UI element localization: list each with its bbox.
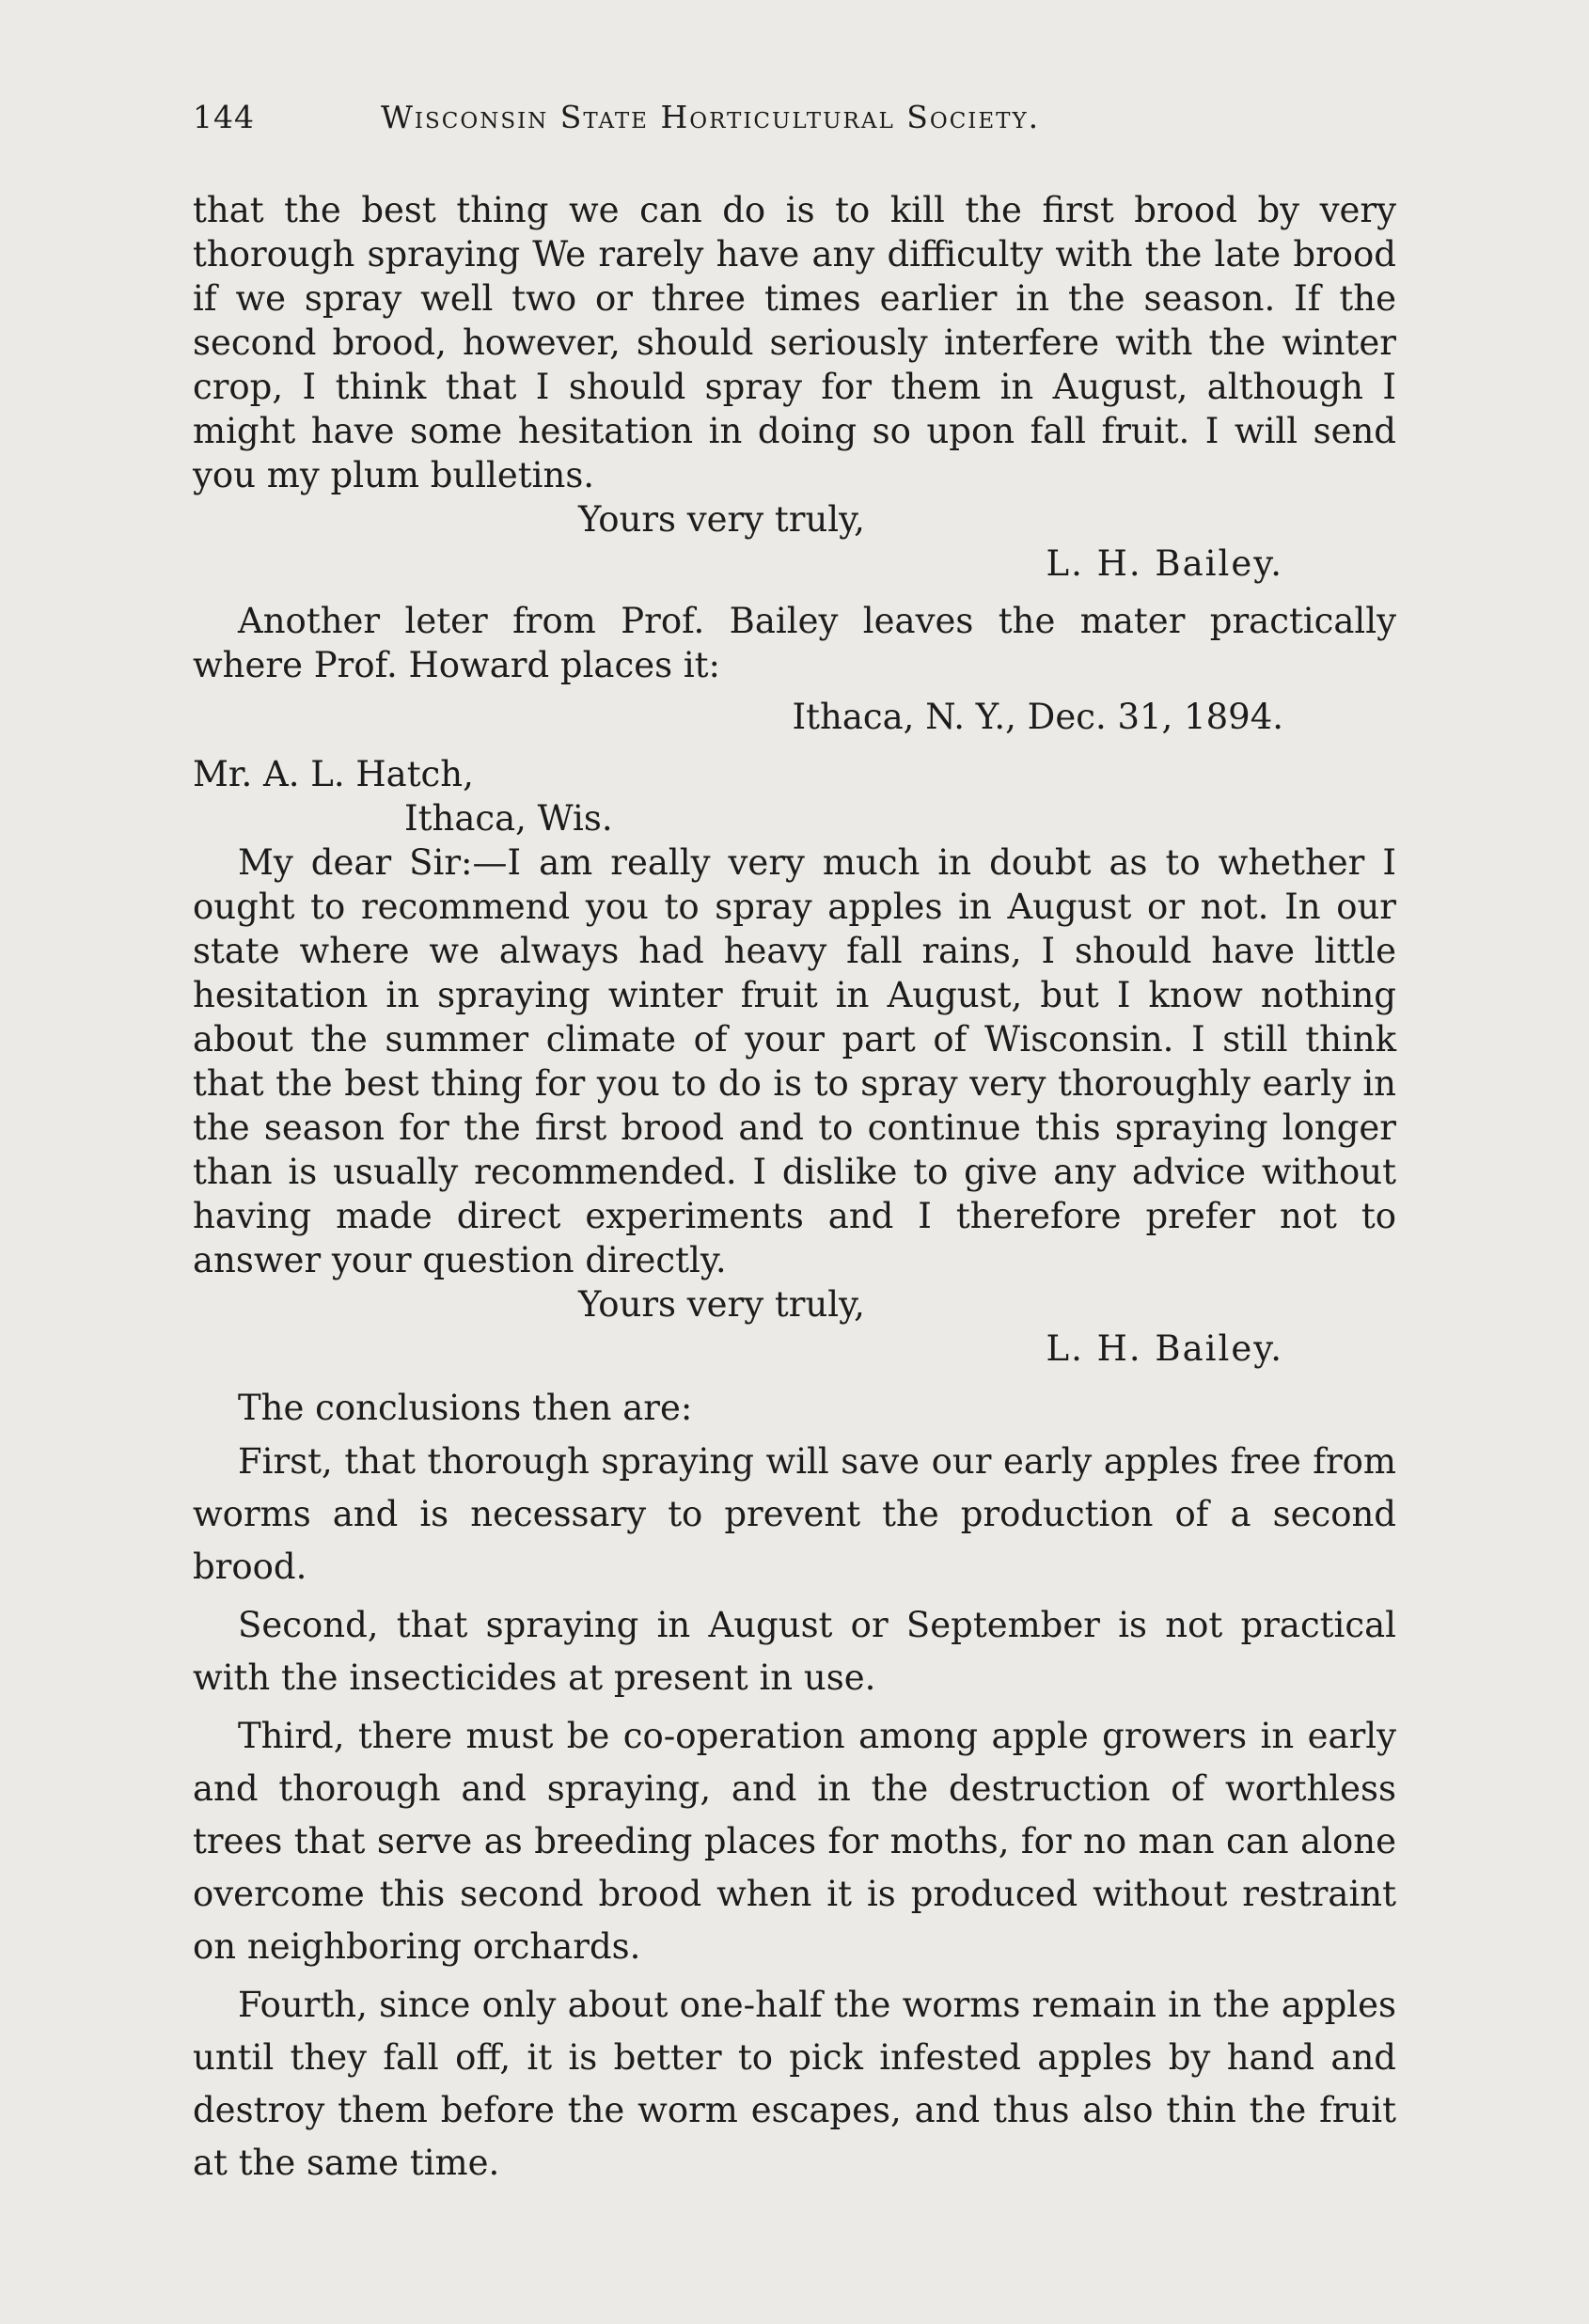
conclusion-item: Third, there must be co-operation among apple growers in early and thorough and spraying, and in the destruction of worthless trees that serve as breeding places for moths, for no man can alone overcome this second brood when it is produced without restraint on neighboring orchards.: [193, 1716, 1396, 1967]
letter-dateline: Ithaca, N. Y., Dec. 31, 1894.: [792, 697, 1283, 737]
page-number: 144: [193, 99, 255, 135]
letter-signature: L. H. Bailey.: [1046, 1328, 1283, 1369]
addressee-place: Ithaca, Wis.: [404, 798, 613, 839]
conclusion-item: Fourth, since only about one-half the worms remain in the apples until they fall off, it is better to pick infested apples by hand and destroy them before the worm escapes, and thus also thin the fruit at the same time.: [193, 1985, 1396, 2183]
letter-closing: Yours very truly,: [578, 499, 865, 540]
page-header: [193, 99, 1396, 135]
conclusion-item: Second, that spraying in August or September is not practical with the insecticides at present in use.: [193, 1605, 1396, 1698]
letter-body: My dear Sir:—I am really very much in doubt as to whether I ought to recommend you to spray apples in August or not. In our state where we always had heavy fall rains, I should have little hesitation in spraying winter fruit in August, but I know nothing about the summer climate of your part of Wisconsin. I still think that the best thing for you to do is to spray very thoroughly early in the season for the first brood and to continue this spraying longer than is usually recommended. I dislike to give any advice without having made direct experiments and I therefore prefer not to answer your question directly.: [193, 842, 1396, 1280]
continued-paragraph: that the best thing we can do is to kill the first brood by very thorough spraying We rarely have any difficulty with the late brood if we spray well two or three times earlier in the season. If the second brood, however, should seriously interfere with the winter crop, I think that I should spray for them in August, although I might have some hesitation in doing so upon fall fruit. I will send you my plum bulletins.: [193, 190, 1396, 495]
conclusions-list: [193, 1436, 1396, 2190]
running-title: Wisconsin State Horticultural Society.: [381, 99, 1041, 135]
letter-closing: Yours very truly,: [578, 1284, 865, 1325]
addressee-name: Mr. A. L. Hatch,: [193, 754, 474, 794]
conclusion-item: First, that thorough spraying will save our early apples free from worms and is necessary to prevent the production of a second brood.: [193, 1441, 1396, 1587]
letter-signature: L. H. Bailey.: [1046, 543, 1283, 584]
text-block: [193, 99, 1396, 2190]
conclusions-intro: The conclusions then are:: [238, 1388, 693, 1428]
intro-paragraph: Another leter from Prof. Bailey leaves the mater practically where Prof. Howard places it:: [193, 601, 1396, 685]
